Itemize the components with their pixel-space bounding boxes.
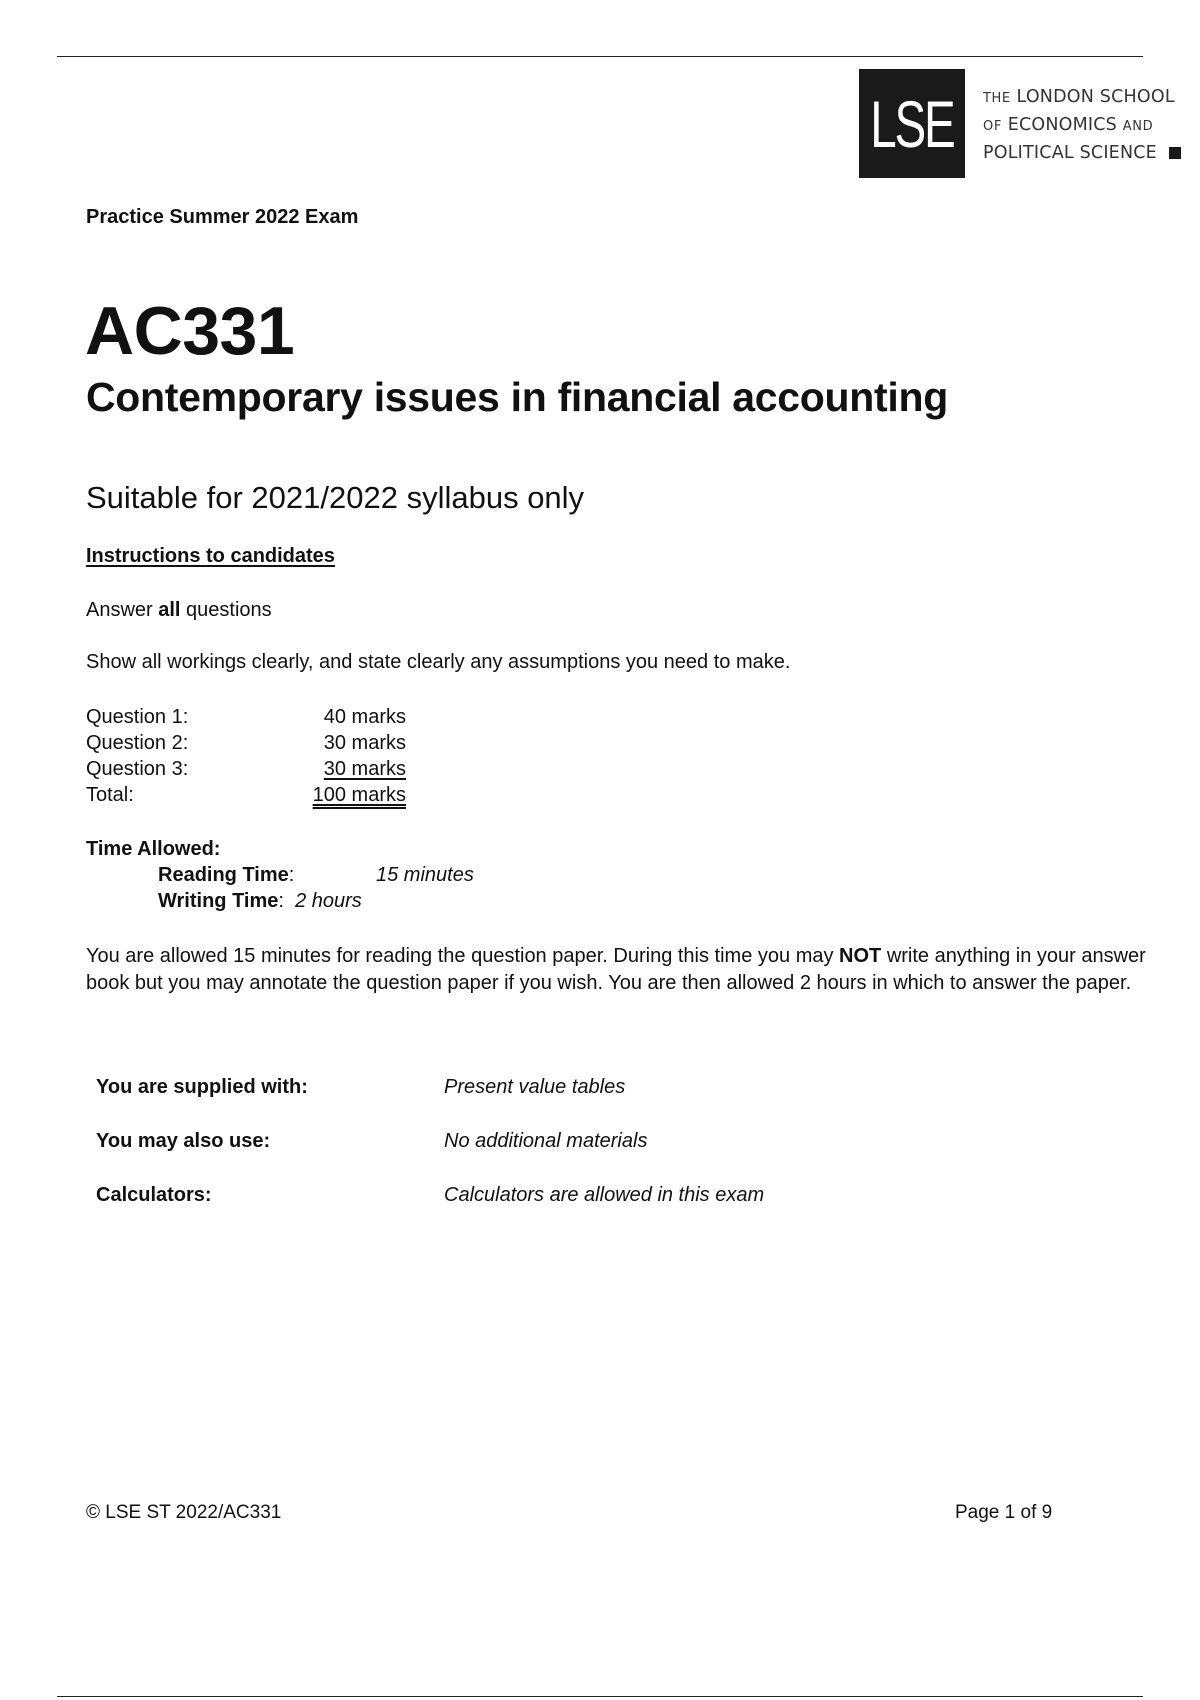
lse-logo-wordmark [983, 84, 1181, 167]
logo-line-1 [983, 84, 1181, 112]
logo-line-3 [983, 140, 1181, 167]
marks-row [86, 730, 406, 756]
reading-instructions-paragraph [86, 943, 1146, 997]
paragraph-part-2: write anything in your answer book but you may annotate the question paper if you wish. You are then allowed 2 hours in which to answer the paper. [86, 945, 1146, 994]
marks-label: Question 3: [86, 758, 189, 780]
marks-value: 30 marks [323, 758, 406, 780]
logo-word-economics: ECONOMICS [1007, 115, 1117, 135]
logo-word-political-science: POLITICAL SCIENCE [983, 143, 1157, 163]
marks-total-value: 100 marks [312, 784, 406, 806]
workings-instruction: Show all workings clearly, and state clearly any assumptions you need to make. [86, 651, 791, 673]
logo-line-2 [983, 112, 1181, 140]
course-code: AC331 [85, 293, 295, 369]
marks-label: Question 1: [86, 706, 189, 728]
paragraph-part-1: You are allowed 15 minutes for reading the question paper. During this time you may [86, 945, 840, 967]
reading-time-value: 15 minutes [376, 864, 474, 886]
marks-label: Total: [86, 784, 134, 806]
exam-label: Practice Summer 2022 Exam [86, 206, 359, 228]
answer-suffix: questions [180, 599, 272, 621]
materials-row [96, 1184, 896, 1238]
logo-word-london-school: LONDON SCHOOL [1016, 87, 1175, 107]
materials-row [96, 1130, 896, 1184]
syllabus-note: Suitable for 2021/2022 syllabus only [86, 480, 585, 515]
marks-value: 30 marks [323, 732, 406, 754]
materials-label: You may also use: [96, 1130, 271, 1152]
marks-value: 40 marks [323, 706, 406, 728]
materials-label: Calculators: [96, 1184, 212, 1206]
marks-row [86, 782, 406, 808]
answer-prefix: Answer [86, 599, 159, 621]
top-rule [57, 56, 1143, 57]
reading-time-label-text: Reading Time [158, 864, 289, 886]
logo-square-icon [1169, 147, 1181, 159]
course-title: Contemporary issues in financial accounting [86, 374, 948, 420]
lse-logo-mark [859, 69, 965, 178]
bottom-rule [57, 1696, 1143, 1697]
materials-table [96, 1076, 896, 1238]
materials-value: No additional materials [444, 1130, 648, 1152]
answer-bold: all [158, 599, 181, 621]
instructions-heading: Instructions to candidates [86, 545, 335, 567]
marks-table [86, 704, 406, 808]
answer-all-line [86, 599, 272, 622]
marks-row [86, 704, 406, 730]
logo-word-of: OF [983, 119, 1002, 134]
marks-label: Question 2: [86, 732, 189, 754]
logo-word-the: THE [983, 91, 1011, 106]
reading-time-label: Reading Time: [158, 864, 295, 886]
paragraph-bold: NOT [839, 945, 882, 967]
materials-value: Calculators are allowed in this exam [444, 1184, 765, 1206]
logo-word-and: AND [1122, 119, 1154, 134]
lse-logo-mark-text: LSE [870, 86, 954, 161]
footer-page-number: Page 1 of 9 [955, 1502, 1053, 1523]
materials-label: You are supplied with: [96, 1076, 308, 1098]
writing-time-label-text: Writing Time [158, 890, 279, 912]
writing-time-line: Writing Time: 2 hours [158, 890, 362, 912]
time-allowed-heading: Time Allowed: [86, 838, 221, 860]
materials-row [96, 1076, 896, 1130]
writing-time-value: 2 hours [295, 890, 362, 912]
materials-value: Present value tables [444, 1076, 626, 1098]
marks-row [86, 756, 406, 782]
footer-copyright: © LSE ST 2022/AC331 [86, 1502, 282, 1523]
